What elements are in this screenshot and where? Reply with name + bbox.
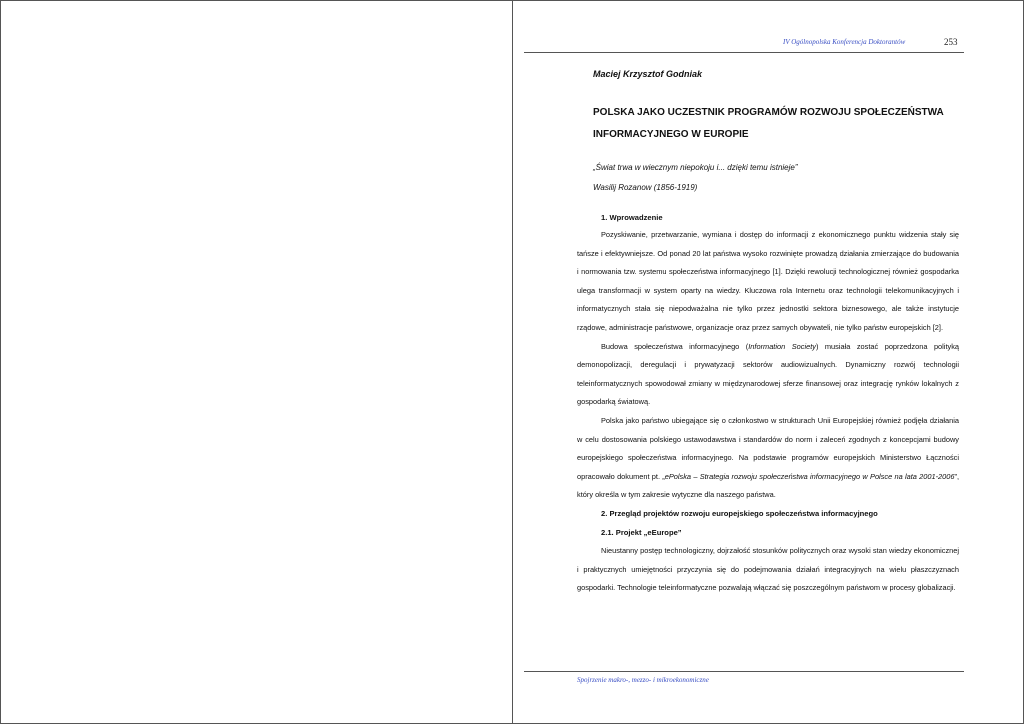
section-2-1-paragraph-1: Nieustanny postęp technologiczny, dojrzałość stosunków politycznych oraz wysoki stan wiedzy ekonomicznej i praktycznych umiejętności przyczynia się do podejmowania działań integracyjnych na wielu płaszczyznach gospodarki. Technologie teleinformatyczne pozwalają włączać się poszczególnym państwom w procesy globalizacji. (577, 546, 959, 593)
running-footer: Spojrzenie makro-, mezzo- i mikroekonomiczne (577, 676, 709, 684)
epigraph (593, 158, 798, 198)
section-1-heading: 1. Wprowadzenie (601, 213, 663, 222)
author-name: Maciej Krzysztof Godniak (593, 69, 703, 79)
header-divider (524, 52, 964, 53)
section-1-paragraph-2 (577, 338, 959, 412)
footer-divider (524, 671, 964, 672)
paragraph-emphasis: ePolska – Strategia rozwoju społeczeństwa informacyjnego w Polsce na lata 2001-2006 (664, 471, 955, 481)
epigraph-attribution: Wasilij Rozanow (1856-1919) (593, 183, 698, 192)
section-2-1-heading: 2.1. Projekt „eEurope” (601, 527, 682, 537)
paragraph-emphasis: Information Society (748, 341, 816, 351)
epigraph-quote: „Świat trwa w wiecznym niepokoju i... dzięki temu istnieje” (593, 163, 798, 172)
paper-title: POLSKA JAKO UCZESTNIK PROGRAMÓW ROZWOJU SPOŁECZEŃSTWA INFORMACYJNEGO W EUROPIE (593, 107, 944, 140)
page-number: 253 (944, 37, 958, 47)
section-2-heading: 2. Przegląd projektów rozwoju europejskiego społeczeństwa informacyjnego (601, 508, 878, 518)
paragraph-text: Budowa społeczeństwa informacyjnego ( (601, 341, 749, 351)
body-text (577, 209, 959, 598)
paragraph-text: Polska jako państwo ubiegające się o członkostwo w strukturach Unii Europejskiej również podjęła działania w celu dostosowania polskiego ustawodawstwa i standardów do norm i zaleceń zgodnych z koncepcjami budowy europejskiego społeczeństwa informacyjnego. Na podstawie programów europejskich Ministerstwo Łączności opracowało dokument pt. „ (577, 415, 959, 481)
section-1-paragraph-3 (577, 412, 959, 505)
section-1-paragraph-1: Pozyskiwanie, przetwarzanie, wymiana i dostęp do informacji z ekonomicznego punktu widzenia stały się tańsze i efektywniejsze. Od ponad 20 lat państwa wysoko rozwinięte prowadzą działania zmierzające do budowania i normowania tzw. systemu społeczeństwa informacyjnego [1]. Dzięki rewolucji technologicznej również gospodarka ulega transformacji w system oparty na wiedzy. Kluczowa rola Internetu oraz technologii telekomunikacyjnych i informatycznych stała się niepodważalna nie tylko przez jednostki sektora biznesowego, ale także instytucje rządowe, administracje państwowe, organizacje oraz przez samych obywateli, nie tylko państw europejskich [2]. (577, 230, 959, 332)
paragraph-text: ”, który określa w tym zakresie wytyczne dla naszego państwa. (577, 471, 960, 500)
paragraph-text: ) musiała zostać poprzedzona polityką demonopolizacji, deregulacji i prywatyzacji sektorów audiowizualnych. Dynamiczny rozwój technologii teleinformatycznych spowodował zmiany w międzynarodowej sferze finansowej oraz integrację rynków lokalnych z gospodarką światową. (577, 341, 959, 407)
running-header-conference: IV Ogólnopolska Konferencja Doktorantów (783, 38, 906, 46)
